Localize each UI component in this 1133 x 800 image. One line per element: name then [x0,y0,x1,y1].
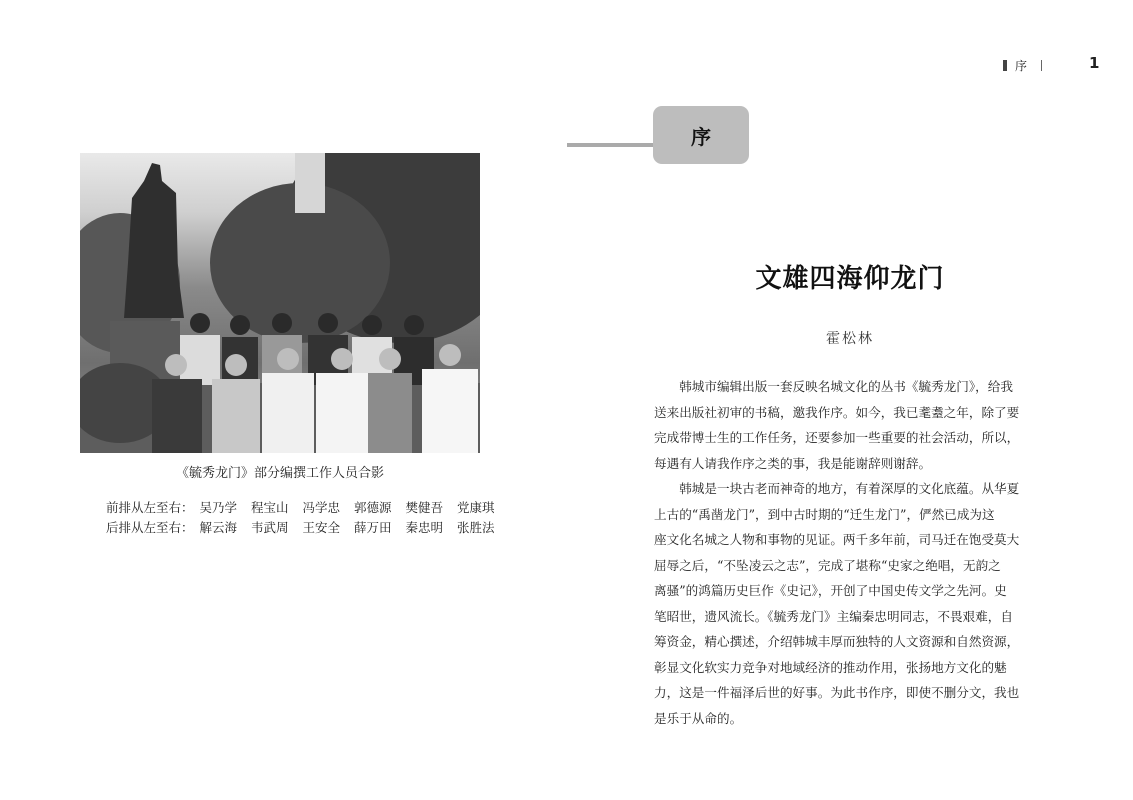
running-head-text: 序 [1015,59,1028,73]
name-list [106,498,505,538]
photo-caption: 《毓秀龙门》部分编撰工作人员合影 [175,466,384,481]
text-line: 是乐于从命的。 [654,710,743,726]
text-line: 每遇有人请我作序之类的事，我是能谢辞则谢辞。 [654,455,932,471]
text-line: 彰显文化软实力竞争对地域经济的推动作用，张扬地方文化的魅 [654,659,1007,675]
back-row-label: 后排从左至右： [106,520,194,535]
left-page [0,0,566,800]
text-line: 完成带博士生的工作任务，还要参加一些重要的社会活动，所以， [654,430,1020,445]
back-row-names [106,518,505,538]
running-head-bar [1003,60,1007,71]
back-row-name: 秦忠明 [405,520,444,535]
front-row-name: 程宝山 [251,500,289,515]
page-number: 1 [1089,54,1100,72]
text-line: 离骚”的鸿篇历史巨作《史记》，开创了中国史传文学之先河。史 [654,583,1007,598]
back-row-name: 解云海 [199,520,238,535]
front-row-name: 冯学忠 [302,500,341,515]
article-title: 文雄四海仰龙门 [755,264,945,294]
group-photo-illustration [80,153,480,453]
text-line: 力，这是一件福泽后世的好事。为此书作序，即使不删分文，我也 [654,685,1020,700]
chapter-rule [567,143,659,147]
text-line: 筹资金，精心撰述，介绍韩城丰厚而独特的人文资源和自然资源， [654,634,1020,649]
front-row-label: 前排从左至右： [106,500,194,515]
back-row-name: 韦武周 [251,520,289,535]
text-line: 韩城是一块古老而神奇的地方，有着深厚的文化底蕴。从华夏 [654,481,1020,496]
chapter-tab: 序 [653,106,749,164]
text-line: 座文化名城之人物和事物的见证。两千多年前，司马迁在饱受莫大 [654,532,1020,547]
front-row-names [106,498,505,518]
front-row-name: 吴乃学 [199,500,238,515]
running-head [1003,57,1042,74]
running-head-separator [1041,60,1042,71]
text-line: 屈辱之后，“不坠凌云之志”，完成了堪称“史家之绝唱，无韵之 [654,557,1001,573]
author-name: 霍松林 [826,331,874,347]
text-line: 笔昭世，遗风流长。《毓秀龙门》主编秦忠明同志，不畏艰难，自 [654,608,1013,624]
text-line: 送来出版社初审的书稿，邀我作序。如今，我已耄耋之年，除了要 [654,404,1020,420]
back-row-name: 王安全 [302,520,341,535]
front-row-name: 郭德源 [354,500,392,515]
back-row-name: 薛万田 [354,520,392,535]
front-row-name: 党康琪 [457,500,495,515]
preface-body [654,374,1054,731]
group-photo [80,153,480,453]
back-row-name: 张胜法 [457,520,495,535]
front-row-name: 樊健吾 [405,500,444,515]
text-line: 韩城市编辑出版一套反映名城文化的丛书《毓秀龙门》，给我 [654,379,1013,394]
text-line: 上古的“禹凿龙门”，到中古时期的“迁生龙门”，俨然已成为这 [654,506,995,522]
right-page [567,0,1133,800]
